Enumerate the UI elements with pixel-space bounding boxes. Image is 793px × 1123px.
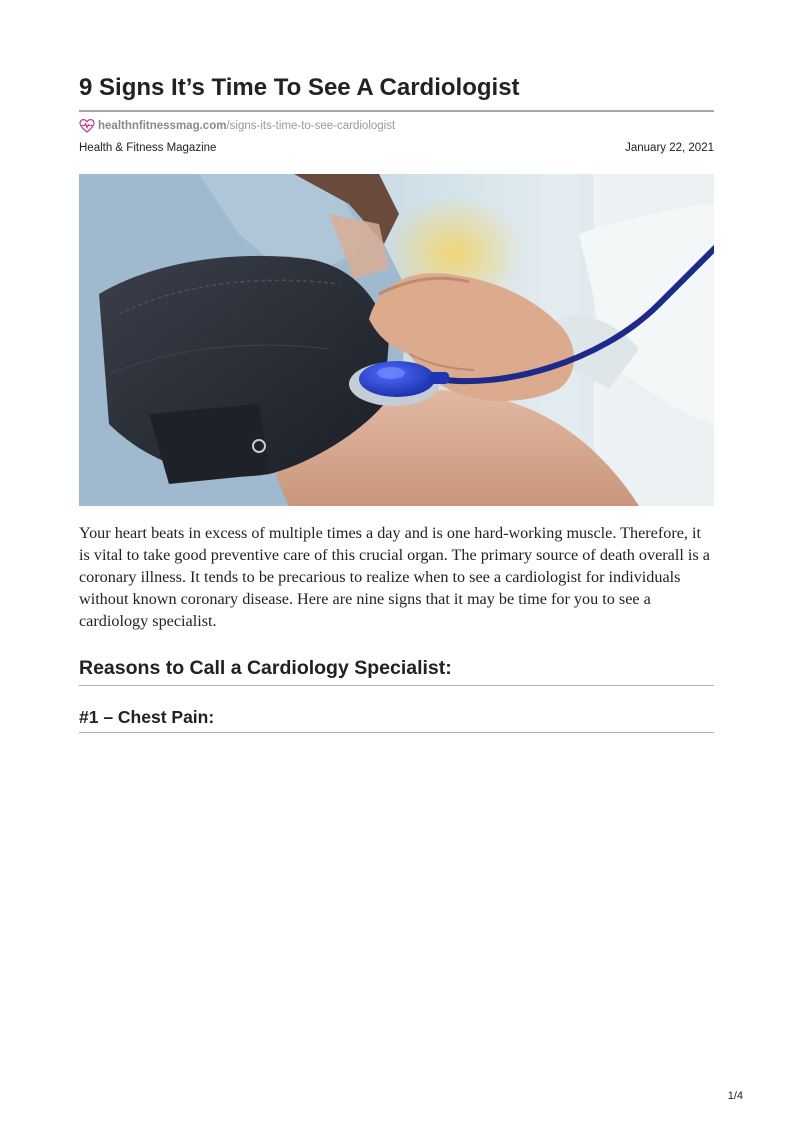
publisher-name: Health & Fitness Magazine [79,142,217,154]
source-path: /signs-its-time-to-see-cardiologist [226,120,396,132]
subheading-divider [79,732,714,733]
title-divider [79,110,714,112]
subheading: #1 – Chest Pain: [79,707,215,727]
intro-paragraph: Your heart beats in excess of multiple times a day and is one hard-working muscle. Therefore, it is vital to take good preventive care of this crucial organ. The primary source of death overall is a coronary illness. It tends to be precarious to realize when to see a cardiologist for individuals without known coronary disease. Here are nine signs that it may be time for you to see a cardiology specialist. [79,524,710,630]
hero-image [79,174,714,506]
source-domain: healthnfitnessmag.com [98,120,227,132]
page-number: 1/4 [727,1090,743,1102]
publish-date: January 22, 2021 [625,142,714,154]
article-meta [79,142,714,158]
page-title: 9 Signs It’s Time To See A Cardiologist [79,74,520,101]
section-heading: Reasons to Call a Cardiology Specialist: [79,657,452,679]
blood-pressure-photo [79,174,714,506]
section-divider [79,685,714,686]
heart-pulse-icon [79,118,95,134]
source-link[interactable] [79,117,395,135]
